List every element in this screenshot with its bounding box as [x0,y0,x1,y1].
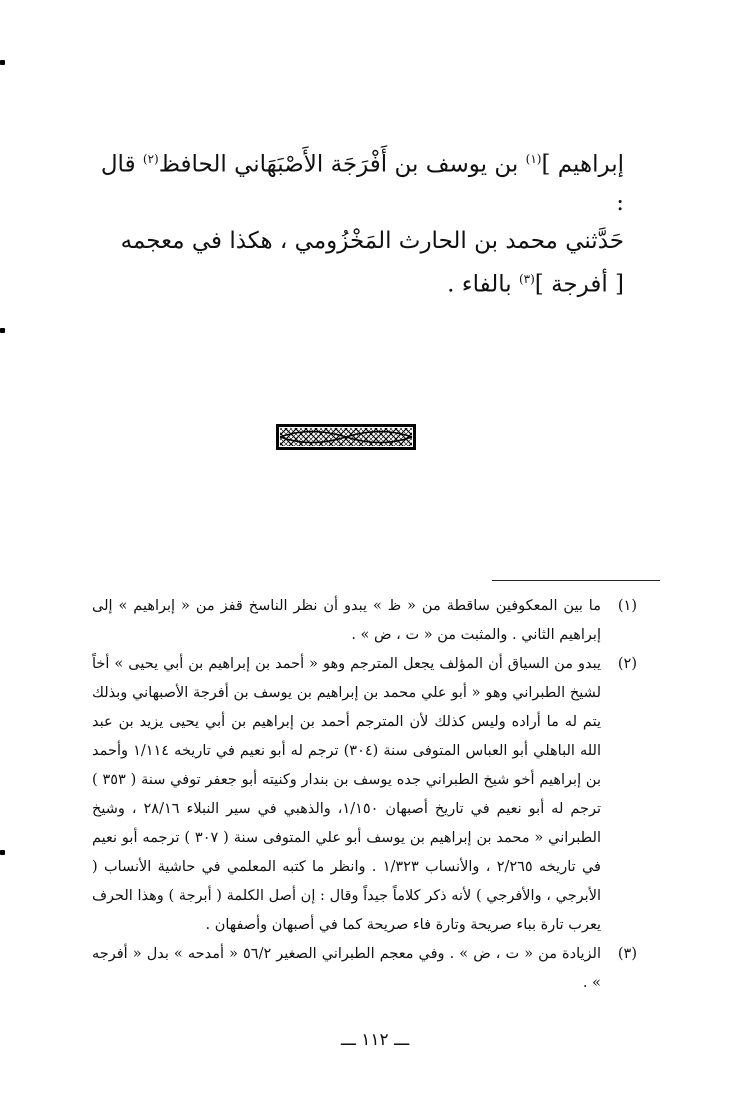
margin-mark [0,850,5,855]
main-text-segment: إبراهيم ] [541,151,624,178]
main-line-3 [92,260,624,304]
footnote-number: (٣) [617,946,637,962]
footnote-number: (٢) [617,656,637,672]
footnote-3 [92,940,637,998]
footnote-2 [92,650,637,940]
footnote-ref-3: (٣) [518,271,535,286]
footnote-1 [92,592,637,650]
footnotes [92,592,637,998]
footnote-text: الزيادة من « ت ، ض » . وفي معجم الطبراني الصغير ٥٦/٢ « أمدحه » بدل « أفرجه » . [92,946,601,991]
footnote-ref-2: (٢) [142,152,159,166]
margin-mark [0,60,5,65]
main-text-segment: بالفاء . [447,271,519,298]
footnote-separator [492,580,660,581]
page-number: ـــ ١١٢ ـــ [340,1030,410,1050]
ornament-divider [276,424,416,450]
footnote-text: يبدو من السياق أن المؤلف يجعل المترجم وهو « أحمد بن إبراهيم بن أبي يحيى » أخاً لشيخ الطبراني وهو « أبو علي محمد بن إبراهيم بن يوسف بن أفرجة الأصبهاني وبذلك يتم له ما أراده وليس كذلك لأن المترجم أحمد بن إبراهيم بن أبي يحيى يزيد بن عبد الله الباهلي أبو العباس المتوفى سنة (٣٠٤) ترجم له أبو نعيم في تاريخه ١/١١٤ وأحمد بن إبراهيم أخو شيخ الطبراني جده يوسف بن بندار وكنيته أبو جعفر توفي سنة ( ٣٥٣ ) ترجم له أبو نعيم في تاريخ أصبهان ١/١٥٠، والذهبي في سير النبلاء ٢٨/١٦ ، وشيخ الطبراني « محمد بن إبراهيم بن يوسف أبو علي المتوفى سنة ( ٣٠٧ ) ترجمه أبو نعيم في تاريخه ٢/٢٦٥ ، والأنساب ١/٣٢٣ . وانظر ما كتبه المعلمي في حاشية الأنساب ( الأبرجي ، والأفرجي ) لأنه ذكر كلاماً جيداً وقال : إن أصل الكلمة ( أبرجة ) وهذا الحرف يعرب تارة بباء صريحة وتارة فاء صريحة كما في أصبهان وأصفهان . [92,656,601,933]
main-line-1 [92,140,624,222]
main-text-segment: قال : [100,151,624,216]
main-line-2 [92,222,624,260]
main-text-segment: حَدَّثني محمد بن الحارث المَخْزُومي ، هكذا في معجمه [120,227,624,254]
footnote-text: ما بين المعكوفين ساقطة من « ظ » يبدو أن نظر الناسخ قفز من « إبراهيم » إلى إبراهيم الثاني . والمثبت من « ت ، ض » . [92,598,601,643]
footnote-number: (١) [617,598,637,614]
margin-mark [0,328,5,333]
main-text-segment: [ أفرجة ] [534,271,624,298]
main-paragraph [92,140,624,303]
main-text-segment: بن يوسف بن أَفْرَجَة الأَصْبَهَاني الحافظ [158,151,526,178]
footnote-ref-1: (١) [525,152,542,166]
